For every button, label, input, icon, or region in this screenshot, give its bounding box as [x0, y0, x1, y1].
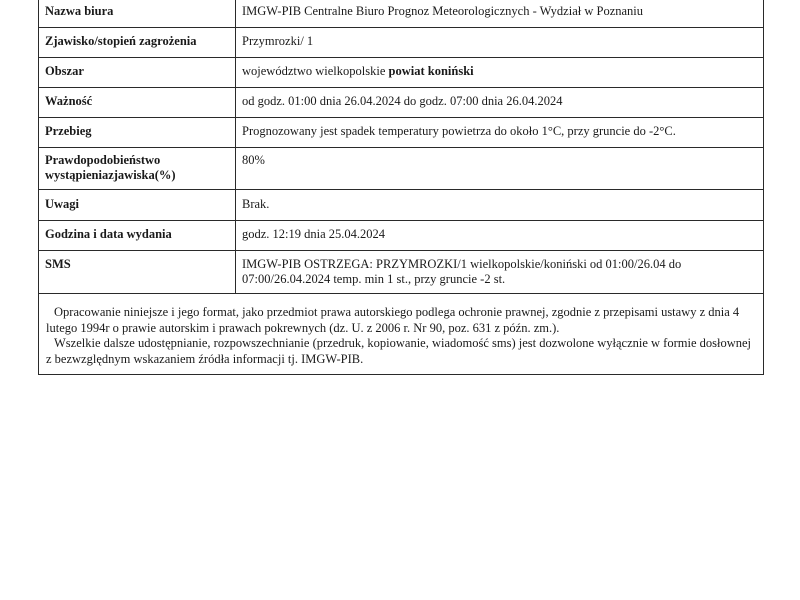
row-value-validity: od godz. 01:00 dnia 26.04.2024 do godz. 07:00 dnia 26.04.2024	[236, 88, 764, 118]
table-row	[39, 118, 763, 148]
row-label-validity: Ważność	[39, 88, 236, 118]
row-value-sms: IMGW-PIB OSTRZEGA: PRZYMROZKI/1 wielkopolskie/koniński od 01:00/26.04 do 07:00/26.04.2024 temp. min 1 st., przy gruncie -2 st.	[236, 251, 764, 294]
row-value-area	[236, 58, 764, 88]
row-label-office: Nazwa biura	[39, 0, 236, 28]
row-value-remarks: Brak.	[236, 190, 764, 221]
table-row	[39, 190, 763, 221]
row-label-issued: Godzina i data wydania	[39, 221, 236, 251]
table-row	[39, 0, 763, 28]
table-row	[39, 148, 763, 190]
table-row	[39, 28, 763, 58]
row-value-probability: 80%	[236, 148, 764, 190]
row-value-course: Prognozowany jest spadek temperatury powietrza do około 1°C, przy gruncie do -2°C.	[236, 118, 764, 148]
row-value-issued: godz. 12:19 dnia 25.04.2024	[236, 221, 764, 251]
row-label-phenomenon: Zjawisko/stopień zagrożenia	[39, 28, 236, 58]
row-label-remarks: Uwagi	[39, 190, 236, 221]
row-value-phenomenon: Przymrozki/ 1	[236, 28, 764, 58]
table-row	[39, 58, 763, 88]
row-label-course: Przebieg	[39, 118, 236, 148]
row-value-office: IMGW-PIB Centralne Biuro Prognoz Meteorologicznych - Wydział w Poznaniu	[236, 0, 764, 28]
area-county: powiat koniński	[388, 64, 474, 78]
row-label-area: Obszar	[39, 58, 236, 88]
table-row	[39, 251, 763, 294]
table-row	[39, 221, 763, 251]
warning-table	[39, 0, 763, 294]
area-voivodeship: województwo wielkopolskie	[242, 64, 389, 78]
row-label-sms: SMS	[39, 251, 236, 294]
copyright-paragraph: Opracowanie niniejsze i jego format, jako przedmiot prawa autorskiego podlega ochronie prawnej, zgodnie z przepisami ustawy z dnia 4 lutego 1994r o prawie autorskim i prawach pokrewnych (dz. U. z 2006 r. Nr 90, poz. 631 z późn. zm.).	[46, 305, 740, 335]
row-label-probability: Prawdopodobieństwo wystąpieniazjawiska(%)	[39, 148, 236, 190]
copyright-notice	[39, 294, 763, 374]
warning-document	[38, 0, 764, 375]
distribution-paragraph: Wszelkie dalsze udostępnianie, rozpowszechnianie (przedruk, kopiowanie, wiadomość sms) jest dozwolone wyłącznie w formie dosłownej z bezwzględnym wskazaniem źródła informacji tj. IMGW-PIB.	[46, 336, 752, 366]
table-row	[39, 88, 763, 118]
